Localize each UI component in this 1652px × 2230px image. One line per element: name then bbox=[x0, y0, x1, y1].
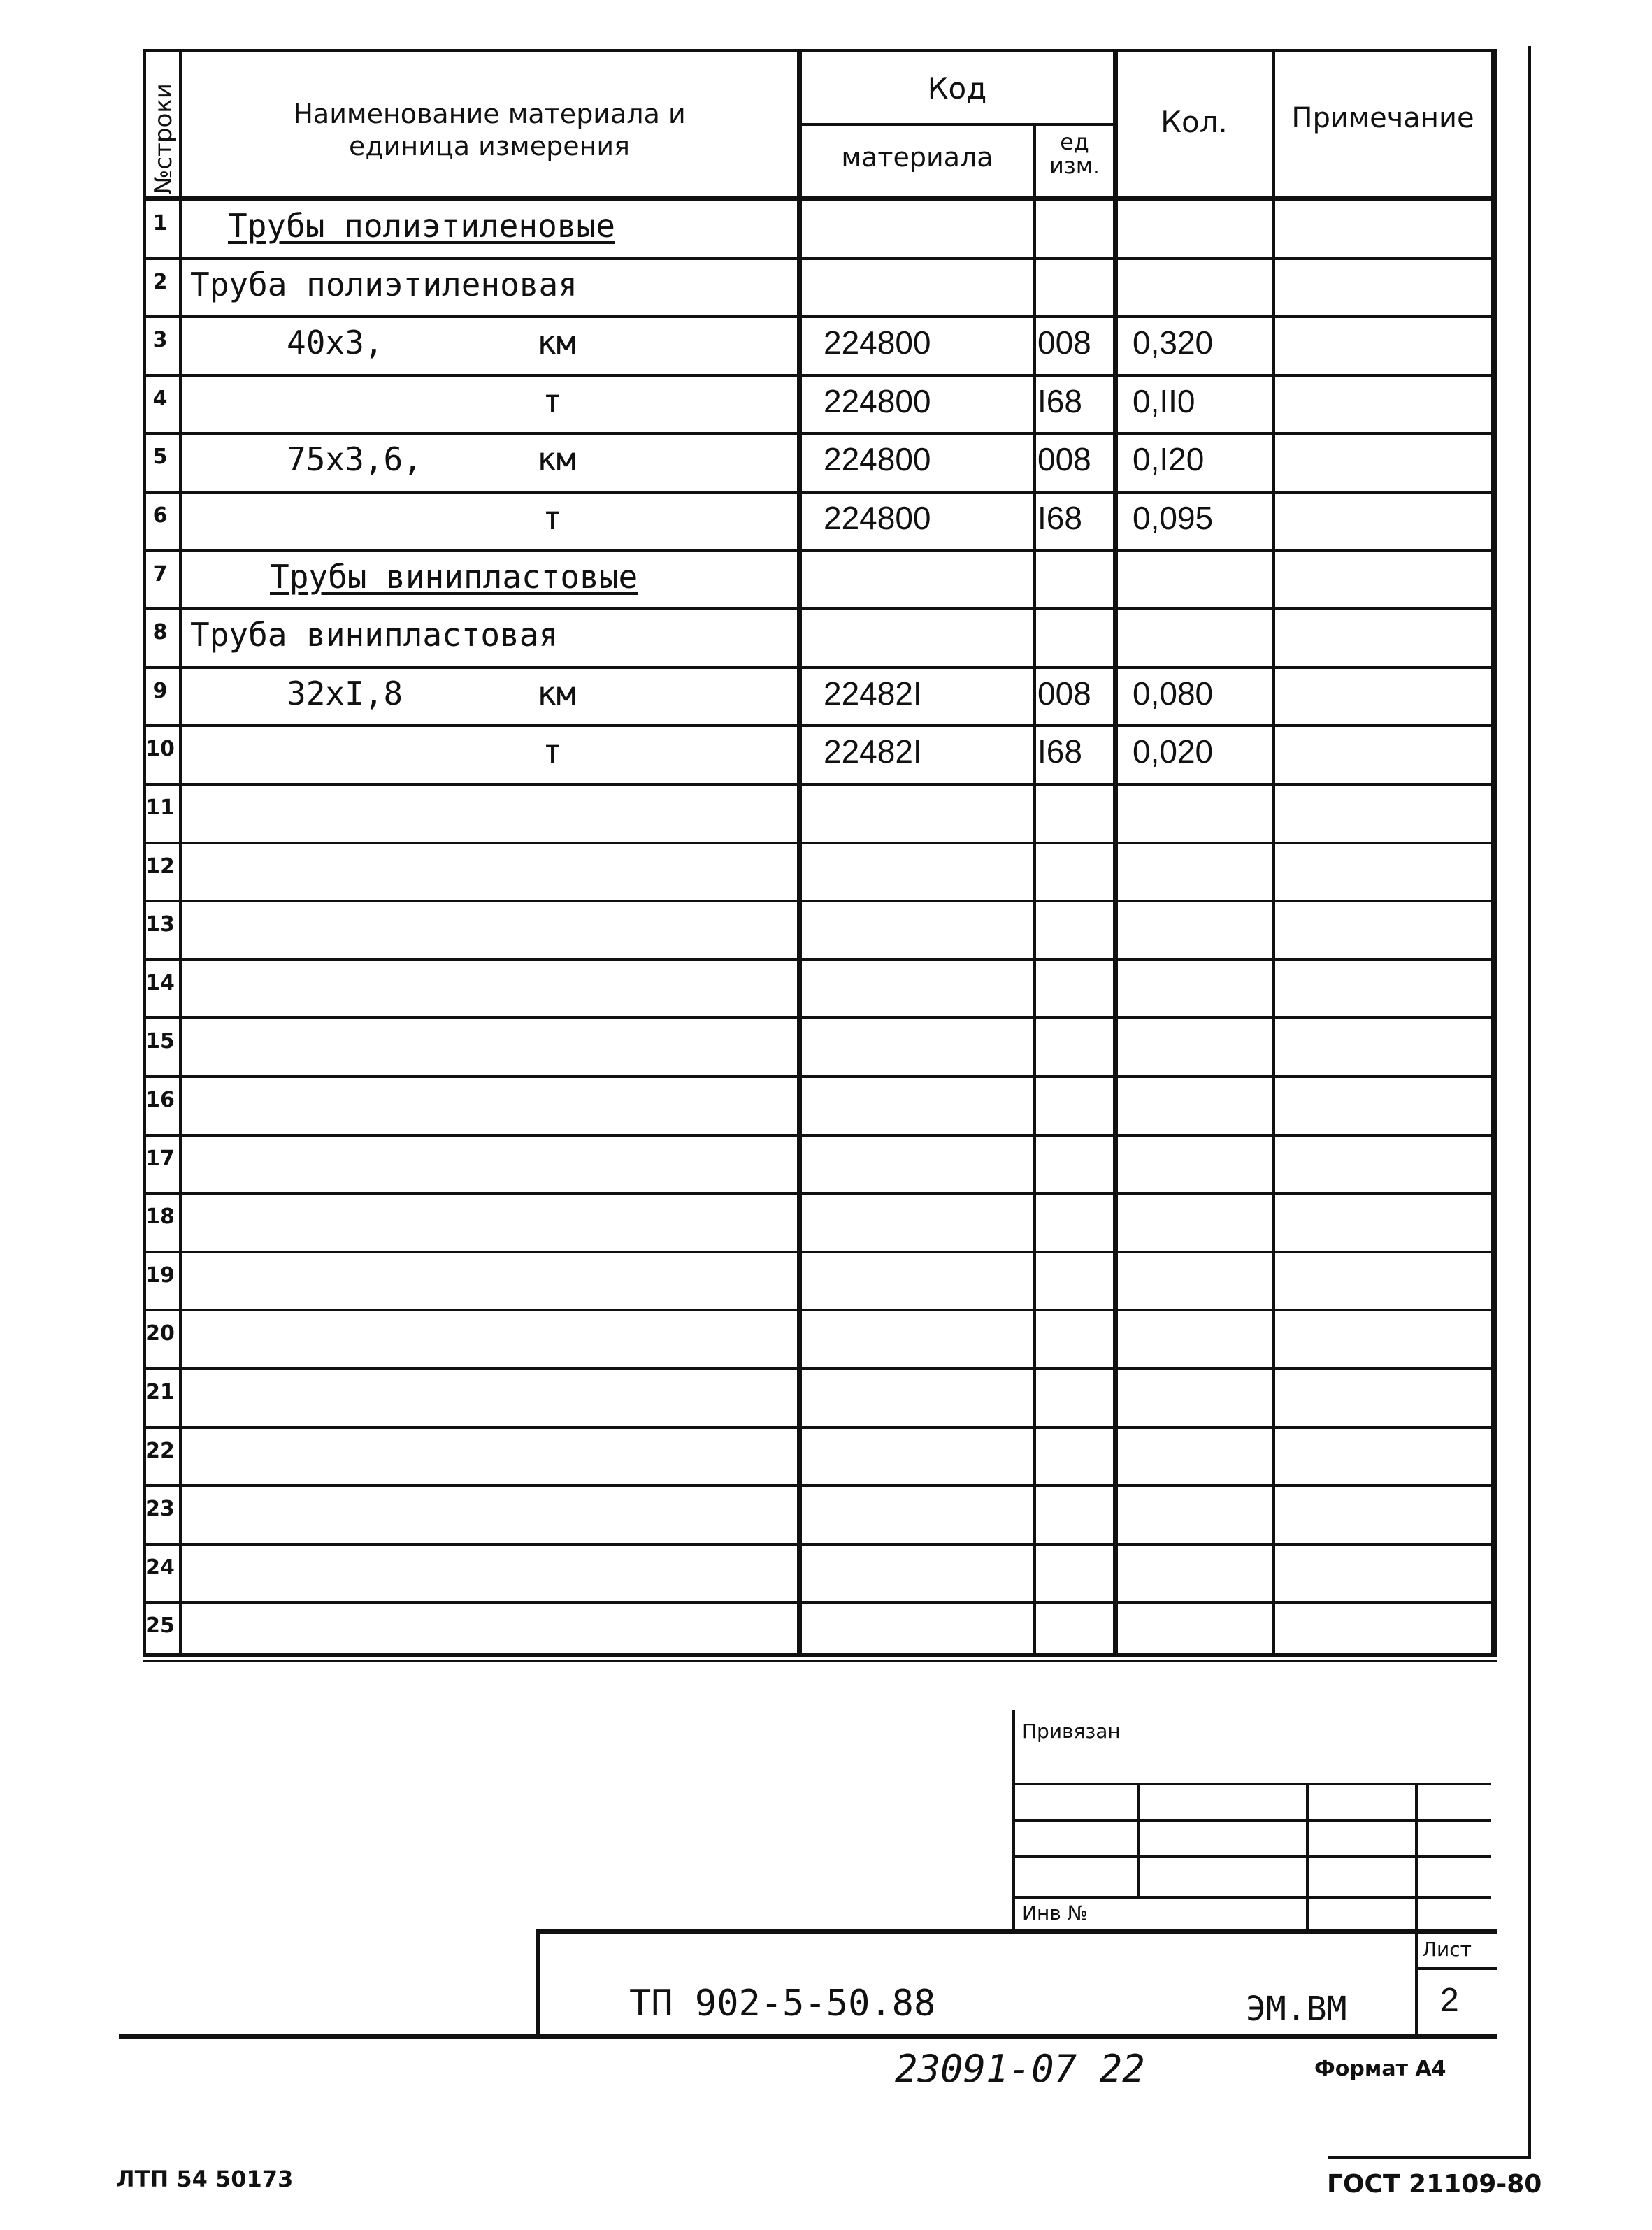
row-ed: I68 bbox=[1037, 500, 1082, 536]
row-ed: 008 bbox=[1037, 324, 1091, 361]
stamp-left-line bbox=[1012, 1710, 1015, 1934]
row-divider bbox=[143, 1016, 1497, 1019]
footer-gost: ГОСТ 21109-80 bbox=[1327, 2170, 1542, 2199]
stamp-grid-line-2 bbox=[1012, 1855, 1491, 1858]
row-unit: км bbox=[537, 674, 576, 712]
row-number: 14 bbox=[145, 970, 175, 995]
row-divider bbox=[143, 315, 1497, 318]
row-divider bbox=[143, 432, 1497, 435]
row-name: Трубы полиэтиленовые bbox=[228, 207, 615, 245]
stamp-privyazan-line bbox=[1012, 1783, 1491, 1785]
header-row-no: №строки bbox=[150, 83, 178, 194]
row-unit: т bbox=[543, 499, 562, 537]
row-code: 224800 bbox=[824, 441, 931, 478]
row-number: 6 bbox=[152, 503, 168, 528]
stamp-grid-vline-1 bbox=[1137, 1783, 1140, 1896]
col-line-rownum bbox=[179, 49, 182, 1657]
row-number: 17 bbox=[145, 1146, 175, 1171]
row-number: 12 bbox=[145, 854, 175, 879]
row-number: 1 bbox=[152, 211, 168, 236]
stamp-grid-vline-2 bbox=[1306, 1783, 1309, 1934]
row-divider bbox=[143, 1426, 1497, 1429]
row-ed: I68 bbox=[1037, 733, 1082, 770]
stamp-privyazan: Привязан bbox=[1022, 1720, 1121, 1743]
row-divider bbox=[143, 257, 1497, 260]
header-name-line1: Наименование материала и bbox=[293, 99, 686, 129]
row-divider bbox=[143, 1660, 1497, 1662]
row-number: 7 bbox=[152, 561, 168, 587]
row-divider bbox=[143, 1484, 1497, 1487]
title-block-bottom bbox=[119, 2034, 1497, 2039]
row-divider bbox=[143, 1543, 1497, 1546]
header-qty: Кол. bbox=[1161, 105, 1228, 139]
row-divider bbox=[143, 958, 1497, 961]
row-qty: 0,095 bbox=[1133, 500, 1214, 536]
title-block-left bbox=[536, 1929, 540, 2034]
header-bottom-line bbox=[143, 196, 1497, 201]
stamp-doc-mark: ЭМ.ВМ bbox=[1246, 1990, 1347, 2029]
row-qty: 0,320 bbox=[1133, 324, 1214, 361]
row-number: 13 bbox=[145, 912, 175, 937]
row-number: 18 bbox=[145, 1204, 175, 1230]
row-divider bbox=[143, 491, 1497, 494]
row-unit: т bbox=[543, 733, 562, 771]
row-name: Труба полиэтиленовая bbox=[190, 265, 577, 303]
col-line-unit bbox=[1113, 49, 1118, 1657]
row-number: 22 bbox=[145, 1438, 175, 1463]
row-divider bbox=[143, 1309, 1497, 1311]
row-number: 25 bbox=[145, 1613, 175, 1639]
footer-handwritten-number: 23091-07 22 bbox=[895, 2047, 1145, 2091]
row-number: 5 bbox=[152, 445, 168, 470]
row-number: 4 bbox=[152, 386, 168, 411]
row-number: 19 bbox=[145, 1263, 175, 1288]
title-block-sheet-line bbox=[1415, 1929, 1418, 2034]
row-divider bbox=[143, 842, 1497, 844]
stamp-grid-vline-3 bbox=[1415, 1783, 1418, 1934]
header-unit-line1: ед bbox=[1060, 129, 1089, 155]
col-line-name bbox=[797, 49, 802, 1657]
header-note: Примечание bbox=[1291, 102, 1474, 134]
row-qty: 0,020 bbox=[1133, 733, 1214, 770]
row-unit: км bbox=[537, 440, 576, 479]
stamp-sheet-label: Лист bbox=[1422, 1938, 1472, 1961]
row-divider bbox=[143, 1134, 1497, 1137]
row-divider bbox=[143, 1601, 1497, 1604]
row-divider bbox=[143, 783, 1497, 786]
row-unit: т bbox=[543, 382, 562, 420]
header-code-divider bbox=[801, 123, 1114, 126]
row-number: 8 bbox=[152, 620, 168, 645]
row-code: 224800 bbox=[824, 324, 931, 361]
col-line-note bbox=[1491, 49, 1495, 1657]
row-number: 2 bbox=[152, 269, 168, 294]
row-ed: I68 bbox=[1037, 382, 1082, 419]
row-number: 15 bbox=[145, 1029, 175, 1054]
row-code: 224800 bbox=[824, 500, 931, 536]
row-divider bbox=[143, 1367, 1497, 1370]
row-divider bbox=[143, 666, 1497, 669]
row-divider bbox=[143, 549, 1497, 552]
stamp-sheet-no: 2 bbox=[1440, 1982, 1459, 2019]
row-code: 22482I bbox=[824, 733, 922, 770]
col-line-qty bbox=[1272, 49, 1275, 1657]
title-block-sheet-divider bbox=[1415, 1967, 1497, 1970]
row-number: 3 bbox=[152, 328, 168, 353]
row-divider bbox=[143, 1251, 1497, 1253]
row-number: 16 bbox=[145, 1088, 175, 1112]
row-divider bbox=[143, 374, 1497, 377]
footer-left-code: ЛТП 54 50173 bbox=[116, 2166, 294, 2192]
row-name: Труба винипластовая bbox=[190, 616, 559, 654]
row-number: 21 bbox=[145, 1380, 175, 1404]
stamp-grid-line-3 bbox=[1012, 1896, 1491, 1899]
row-ed: 008 bbox=[1037, 441, 1091, 478]
row-qty: 0,II0 bbox=[1133, 382, 1195, 419]
row-number: 11 bbox=[145, 796, 175, 820]
row-ed: 008 bbox=[1037, 675, 1091, 712]
row-qty: 0,I20 bbox=[1133, 441, 1205, 478]
row-divider bbox=[143, 900, 1497, 902]
stamp-doc-code: ТП 902-5-50.88 bbox=[629, 1983, 936, 2024]
page-bottom-border bbox=[1328, 2156, 1531, 2159]
header-name-line2: единица измерения bbox=[349, 131, 630, 161]
header-code: Код bbox=[927, 71, 987, 106]
row-number: 24 bbox=[145, 1555, 175, 1580]
row-name: Трубы винипластовые bbox=[270, 557, 638, 596]
stamp-inv-no: Инв № bbox=[1022, 1901, 1088, 1925]
row-number: 23 bbox=[145, 1497, 175, 1522]
row-unit: км bbox=[537, 324, 576, 362]
row-number: 9 bbox=[152, 678, 168, 703]
row-code: 22482I bbox=[824, 675, 922, 712]
row-name: 40х3, bbox=[287, 324, 384, 362]
stamp-grid-line-1 bbox=[1012, 1819, 1491, 1822]
row-divider bbox=[143, 1192, 1497, 1195]
row-divider bbox=[143, 1075, 1497, 1078]
row-number: 20 bbox=[145, 1321, 175, 1346]
row-name: 75х3,6, bbox=[287, 440, 422, 479]
row-number: 10 bbox=[145, 737, 175, 762]
row-code: 224800 bbox=[824, 382, 931, 419]
header-material: материала bbox=[841, 142, 993, 173]
title-block-top bbox=[536, 1929, 1497, 1934]
row-qty: 0,080 bbox=[1133, 675, 1214, 712]
page-right-border bbox=[1528, 46, 1531, 2157]
footer-format: Формат А4 bbox=[1314, 2057, 1446, 2081]
row-name: 32хI,8 bbox=[287, 674, 403, 712]
row-divider bbox=[143, 724, 1497, 727]
row-divider bbox=[143, 607, 1497, 610]
header-unit-line2: изм. bbox=[1049, 152, 1100, 179]
